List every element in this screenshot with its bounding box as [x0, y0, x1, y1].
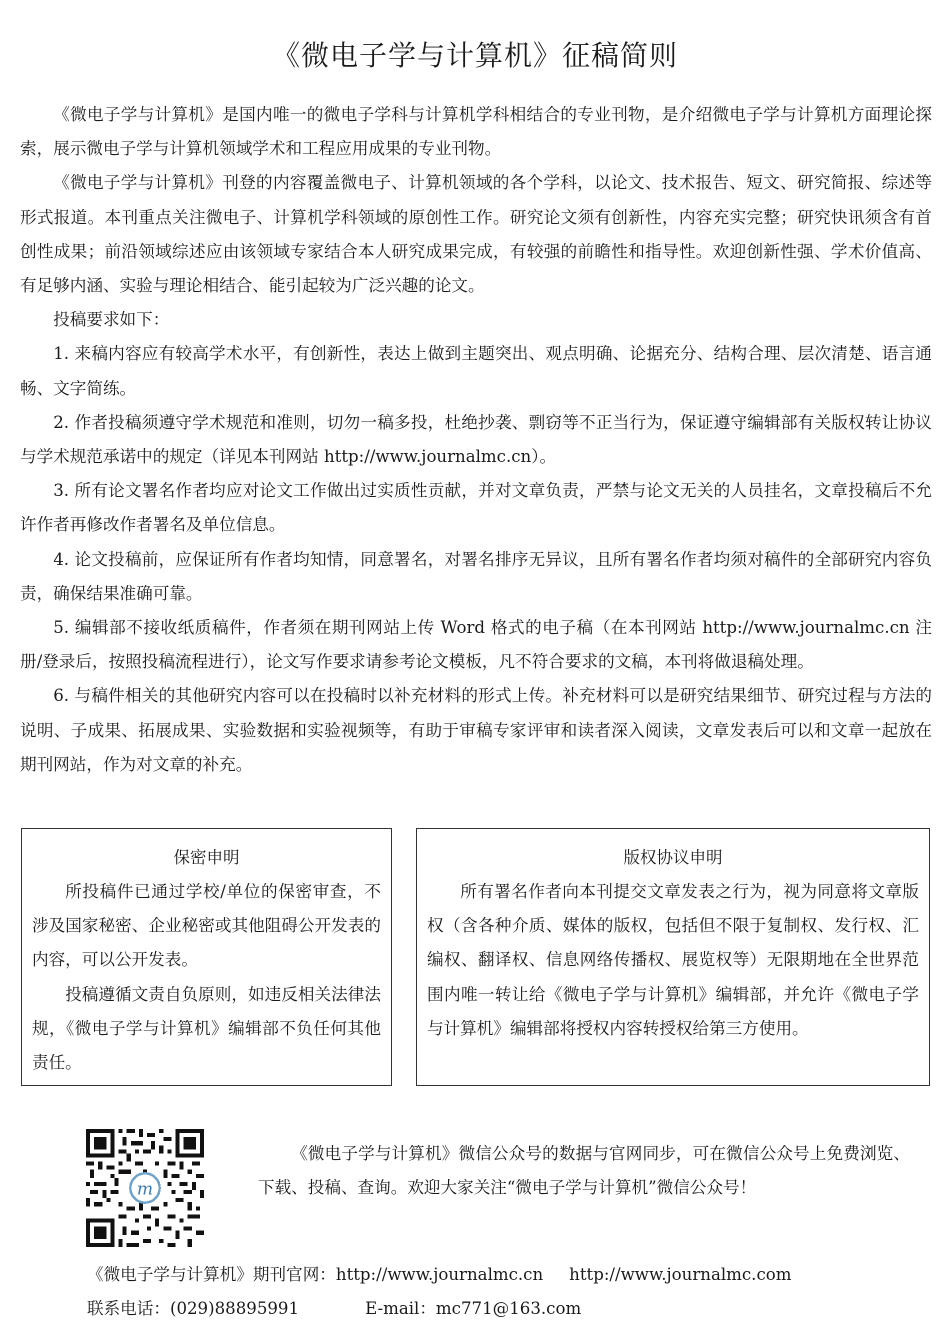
article-body — [20, 98, 932, 782]
paragraph-requirements-heading: 投稿要求如下： — [53, 310, 170, 330]
paragraph-scope: 《微电子学与计算机》刊登的内容覆盖微电子、计算机领域的各个学科，以论文、技术报告、短文、研究简报、综述等形式报道。本刊重点关注微电子、计算机学科领域的原创性工作。研究论文须有创新性，内容充实完整；研究快讯须含有首创性成果；前沿领域综述应由该领域专家结合本人研究成果完成，有较强的前瞻性和指导性。欢迎创新性强、学术价值高、有足够内涵、实验与理论相结合、能引起较为广泛兴趣的论文。 — [20, 173, 932, 296]
requirement-item-2: 2. 作者投稿须遵守学术规范和准则，切勿一稿多投，杜绝抄袭、剽窃等不正当行为，保证遵守编辑部有关版权转让协议与学术规范承诺中的规定（详见本刊网站 http://www.journalmc.cn）。 — [20, 412, 932, 467]
copyright-heading: 版权协议申明 — [623, 848, 723, 867]
confidentiality-heading: 保密申明 — [173, 848, 240, 867]
requirement-item-3: 3. 所有论文署名作者均应对论文工作做出过实质性贡献，并对文章负责，严禁与论文无关的人员挂名，文章投稿后不允许作者再修改作者署名及单位信息。 — [20, 481, 932, 535]
requirement-item-5: 5. 编辑部不接收纸质稿件，作者须在期刊网站上传 Word 格式的电子稿（在本刊网站 http://www.journalmc.cn 注册/登录后，按照投稿流程进行），论文写作要求请参考论文模板，凡不符合要求的文稿，本刊将做退稿处理。 — [20, 618, 932, 672]
wechat-qr-code[interactable] — [86, 1129, 204, 1247]
footer-contact-line — [87, 1294, 581, 1324]
confidentiality-statement-box — [21, 828, 392, 1086]
wechat-notice — [258, 1137, 910, 1205]
footer-website-link-2[interactable]: http://www.journalmc.com — [569, 1265, 792, 1284]
requirement-item-4: 4. 论文投稿前，应保证所有作者均知情，同意署名，对署名排序无异议，且所有署名作者均须对稿件的全部研究内容负责，确保结果准确可靠。 — [20, 549, 932, 603]
confidentiality-paragraph-2: 投稿遵循文责自负原则，如违反相关法律法规，《微电子学与计算机》编辑部不负任何其他责任。 — [32, 984, 381, 1073]
footer-website-line — [87, 1260, 791, 1290]
confidentiality-paragraph-1: 所投稿件已通过学校/单位的保密审查，不涉及国家秘密、企业秘密或其他阻碍公开发表的内容，可以公开发表。 — [32, 882, 381, 970]
requirement-item-1: 1. 来稿内容应有较高学术水平，有创新性，表达上做到主题突出、观点明确、论据充分、结构合理、层次清楚、语言通畅、文字简练。 — [20, 344, 932, 398]
page-title: 《微电子学与计算机》征稿简则 — [271, 39, 678, 72]
requirement-item-6: 6. 与稿件相关的其他研究内容可以在投稿时以补充材料的形式上传。补充材料可以是研究结果细节、研究过程与方法的说明、子成果、拓展成果、实验数据和实验视频等，有助于审稿专家评审和读者深入阅读，文章发表后可以和文章一起放在期刊网站，作为对文章的补充。 — [20, 686, 932, 774]
copyright-paragraph: 所有署名作者向本刊提交文章发表之行为，视为同意将文章版权（含各种介质、媒体的版权，包括但不限于复制权、发行权、汇编权、翻译权、信息网络传播权、展览权等）无限期地在全世界范围内唯一转让给《微电子学与计算机》编辑部，并允许《微电子学与计算机》编辑部将授权内容转授权给第三方使用。 — [427, 882, 919, 1038]
copyright-agreement-box — [416, 828, 930, 1086]
footer-email[interactable]: E-mail：mc771@163.com — [365, 1299, 582, 1318]
paragraph-intro: 《微电子学与计算机》是国内唯一的微电子学科与计算机学科相结合的专业刊物，是介绍微电子学与计算机方面理论探索，展示微电子学与计算机领域学术和工程应用成果的专业刊物。 — [20, 105, 932, 159]
footer-website-link[interactable]: 《微电子学与计算机》期刊官网：http://www.journalmc.cn — [87, 1265, 544, 1284]
footer-phone: 联系电话：(029)88895991 — [87, 1299, 300, 1318]
qr-logo-text: m — [136, 1179, 154, 1200]
wechat-notice-text: 《微电子学与计算机》微信公众号的数据与官网同步，可在微信公众号上免费浏览、下载、投稿、查询。欢迎大家关注“微电子学与计算机”微信公众号！ — [258, 1144, 910, 1197]
